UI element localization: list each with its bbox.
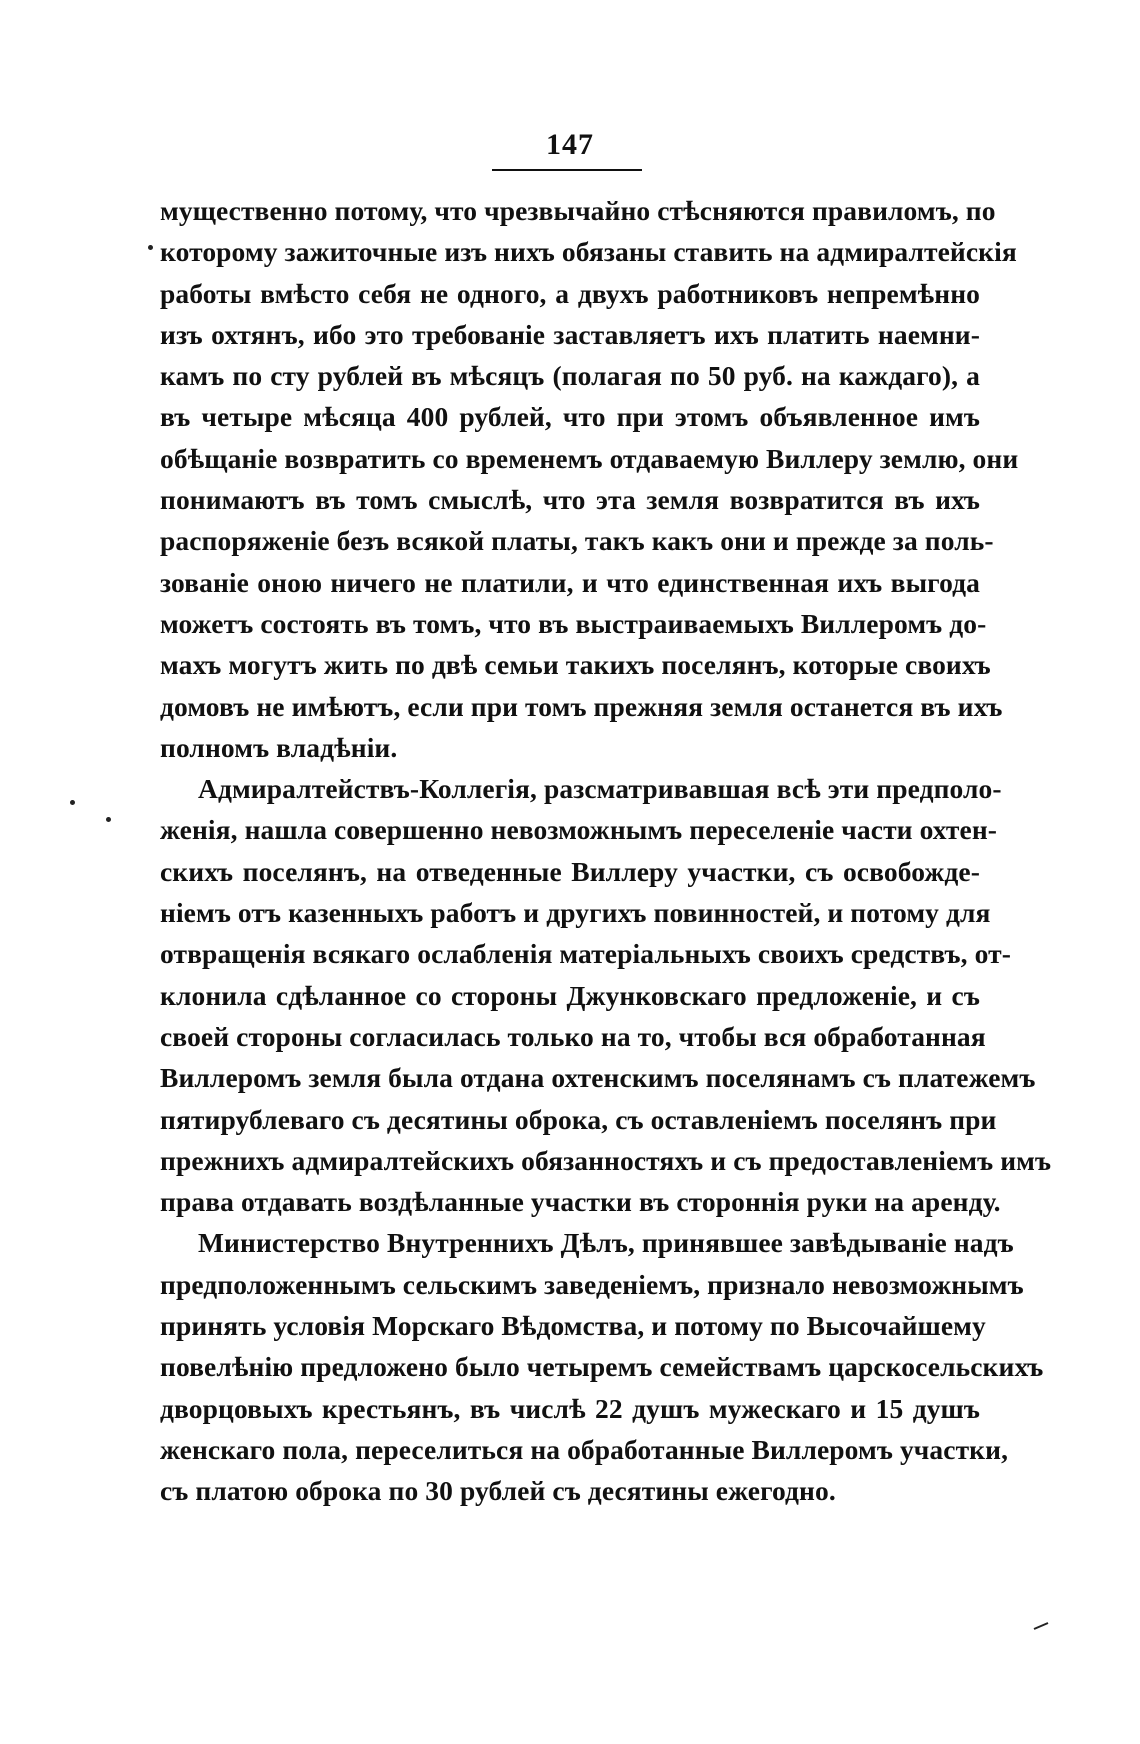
margin-mark	[148, 245, 153, 250]
text-line: можетъ состоять въ томъ, что въ выстраиваемыхъ Виллеромъ до-	[160, 607, 987, 639]
text-line: камъ по сту рублей въ мѣсяцъ (полагая по 50 руб. на каждаго), а	[160, 360, 980, 392]
margin-mark	[70, 800, 75, 805]
text-line: скихъ поселянъ, на отведенные Виллеру участки, съ освобожде-	[160, 855, 980, 887]
text-line: пятирублеваго съ десятины оброка, съ оставленіемъ поселянъ при	[160, 1103, 997, 1135]
text-line: женія, нашла совершенно невозможнымъ переселеніе части охтен-	[160, 814, 998, 846]
text-line: съ платою оброка по 30 рублей съ десятины ежегодно.	[160, 1475, 836, 1507]
text-line: права отдавать воздѣланные участки въ стороннія руки на аренду.	[160, 1186, 1001, 1218]
text-line: обѣщаніе возвратить со временемъ отдаваемую Виллеру землю, они	[160, 442, 1019, 474]
text-line: понимаютъ въ томъ смыслѣ, что эта земля возвратится въ ихъ	[160, 484, 980, 516]
text-line: полномъ владѣніи.	[160, 731, 398, 763]
text-line: мущественно потому, что чрезвычайно стѣсняются правиломъ, по	[160, 195, 996, 226]
text-line: дворцовыхъ крестьянъ, въ числѣ 22 душъ мужескаго и 15 душъ	[160, 1392, 980, 1424]
text-line: женскаго пола, переселиться на обработанные Виллеромъ участки,	[160, 1433, 1009, 1465]
text-line: зованіе оною ничего не платили, и что единственная ихъ выгода	[160, 566, 980, 598]
text-line: клонила сдѣланное со стороны Джунковскаго предложеніе, и съ	[160, 979, 980, 1011]
text-line: въ четыре мѣсяца 400 рублей, что при этомъ объявленное имъ	[160, 401, 980, 433]
text-line: принять условія Морскаго Вѣдомства, и потому по Высочайшему	[160, 1310, 986, 1342]
text-line: работы вмѣсто себя не одного, а двухъ работниковъ непремѣнно	[160, 277, 980, 309]
text-line: распоряженіе безъ всякой платы, такъ какъ они и прежде за поль-	[160, 525, 994, 557]
text-line: ніемъ отъ казенныхъ работъ и другихъ повинностей, и потому для	[160, 897, 991, 929]
body-text	[160, 190, 1052, 1512]
page-number: 147	[546, 128, 594, 161]
text-line: изъ охтянъ, ибо это требованіе заставляетъ ихъ платить наемни-	[160, 318, 980, 350]
header-rule	[492, 169, 642, 171]
text-line: Адмиралтействъ-Коллегія, разсматривавшая всѣ эти предполо-	[198, 773, 1002, 805]
text-line: своей стороны согласилась только на то, чтобы вся обработанная	[160, 1020, 986, 1052]
pen-stroke-mark	[1033, 1622, 1049, 1630]
text-line: домовъ не имѣютъ, если при томъ прежняя земля останется въ ихъ	[160, 690, 1003, 722]
text-line: отвращенія всякаго ослабленія матеріальныхъ своихъ средствъ, от-	[160, 938, 1011, 970]
text-line: повелѣнію предложено было четыремъ семействамъ царскосельскихъ	[160, 1351, 1044, 1383]
text-line: Виллеромъ земля была отдана охтенскимъ поселянамъ съ платежемъ	[160, 1062, 1036, 1094]
text-line: которому зажиточные изъ нихъ обязаны ставить на адмиралтейскія	[160, 236, 1017, 268]
text-line: Министерство Внутреннихъ Дѣлъ, принявшее завѣдываніе надъ	[198, 1227, 1014, 1259]
margin-mark	[106, 817, 111, 822]
text-line: предположеннымъ сельскимъ заведеніемъ, признало невозможнымъ	[160, 1268, 1024, 1300]
text-line: прежнихъ адмиралтейскихъ обязанностяхъ и съ предоставленіемъ имъ	[160, 1144, 1052, 1176]
text-line: махъ могутъ жить по двѣ семьи такихъ поселянъ, которые своихъ	[160, 649, 991, 681]
